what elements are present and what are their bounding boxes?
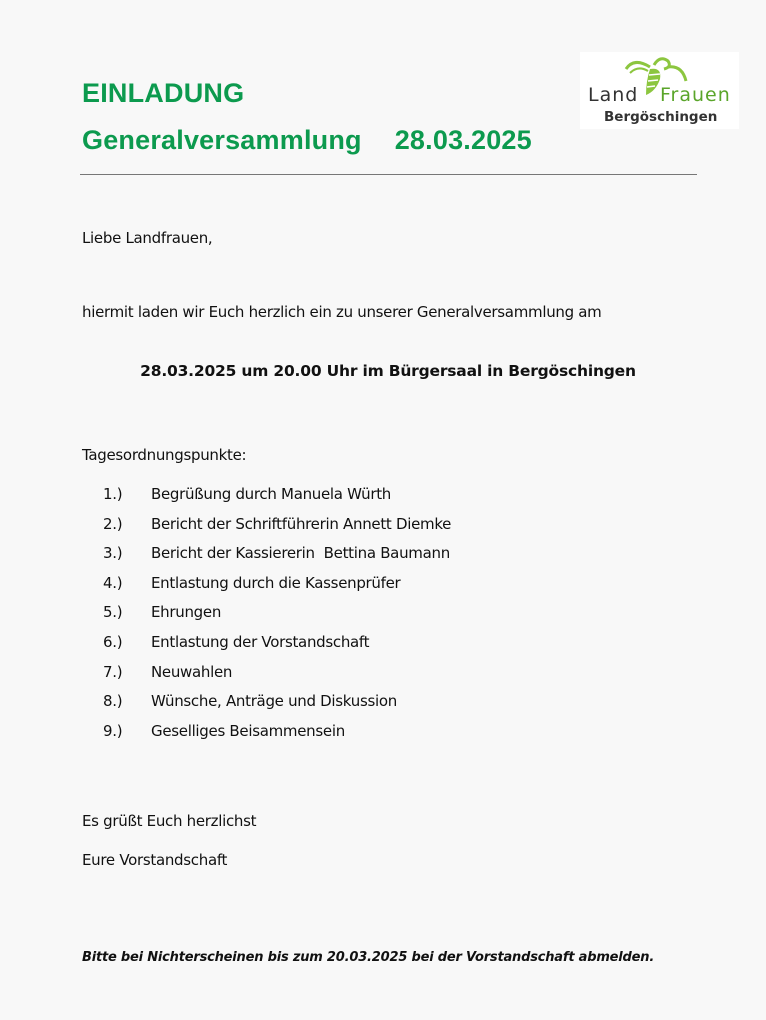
agenda-item xyxy=(103,574,451,604)
agenda-item xyxy=(103,633,451,663)
agenda-number: 1.) xyxy=(103,485,123,503)
subtitle-date: 28.03.2025 xyxy=(394,125,532,155)
agenda-number: 7.) xyxy=(103,662,123,681)
agenda-text: Geselliges Beisammensein xyxy=(151,721,345,740)
signature: Eure Vorstandschaft xyxy=(82,851,228,869)
agenda-item xyxy=(103,544,451,574)
header-divider xyxy=(80,174,697,175)
logo-place: Bergöschingen xyxy=(604,109,718,125)
agenda-number: 2.) xyxy=(103,514,123,533)
agenda-item xyxy=(103,515,451,545)
agenda-text: Wünsche, Anträge und Diskussion xyxy=(151,692,397,711)
closing: Es grüßt Euch herzlichst xyxy=(82,812,257,830)
agenda-list xyxy=(103,485,451,751)
agenda-text: Entlastung der Vorstandschaft xyxy=(151,632,370,651)
agenda-number: 6.) xyxy=(103,632,123,651)
event-details: 28.03.2025 um 20.00 Uhr im Bürgersaal in Bergöschingen xyxy=(140,362,636,380)
subtitle-text: Generalversammlung xyxy=(82,125,362,155)
agenda-item xyxy=(103,663,451,693)
agenda-text: Entlastung durch die Kassenprüfer xyxy=(151,573,401,592)
footer-note: Bitte bei Nichterscheinen bis zum 20.03.2025 bei der Vorstandschaft abmelden. xyxy=(82,950,655,965)
agenda-text: Ehrungen xyxy=(151,603,222,622)
agenda-item xyxy=(103,603,451,633)
logo-word-frauen: Frauen xyxy=(660,84,731,106)
agenda-text: Begrüßung durch Manuela Würth xyxy=(151,485,392,503)
agenda-heading: Tagesordnungspunkte: xyxy=(82,446,247,464)
agenda-number: 8.) xyxy=(103,692,123,711)
agenda-text: Bericht der Schriftführerin Annett Diemke xyxy=(151,514,452,533)
agenda-text: Neuwahlen xyxy=(151,662,233,681)
agenda-number: 4.) xyxy=(103,573,123,592)
landfrauen-logo xyxy=(580,52,739,129)
salutation: Liebe Landfrauen, xyxy=(82,229,213,247)
agenda-text: Bericht der Kassiererin Bettina Baumann xyxy=(151,544,450,563)
intro-text: hiermit laden wir Euch herzlich ein zu unserer Generalversammlung am xyxy=(82,303,602,321)
document-subtitle xyxy=(82,125,532,156)
agenda-item xyxy=(103,485,451,515)
document-title: EINLADUNG xyxy=(82,78,245,108)
agenda-number: 3.) xyxy=(103,544,123,563)
agenda-item xyxy=(103,692,451,722)
agenda-item xyxy=(103,722,451,752)
agenda-number: 5.) xyxy=(103,603,123,622)
logo-word-land: Land xyxy=(588,84,639,106)
agenda-number: 9.) xyxy=(103,721,123,740)
